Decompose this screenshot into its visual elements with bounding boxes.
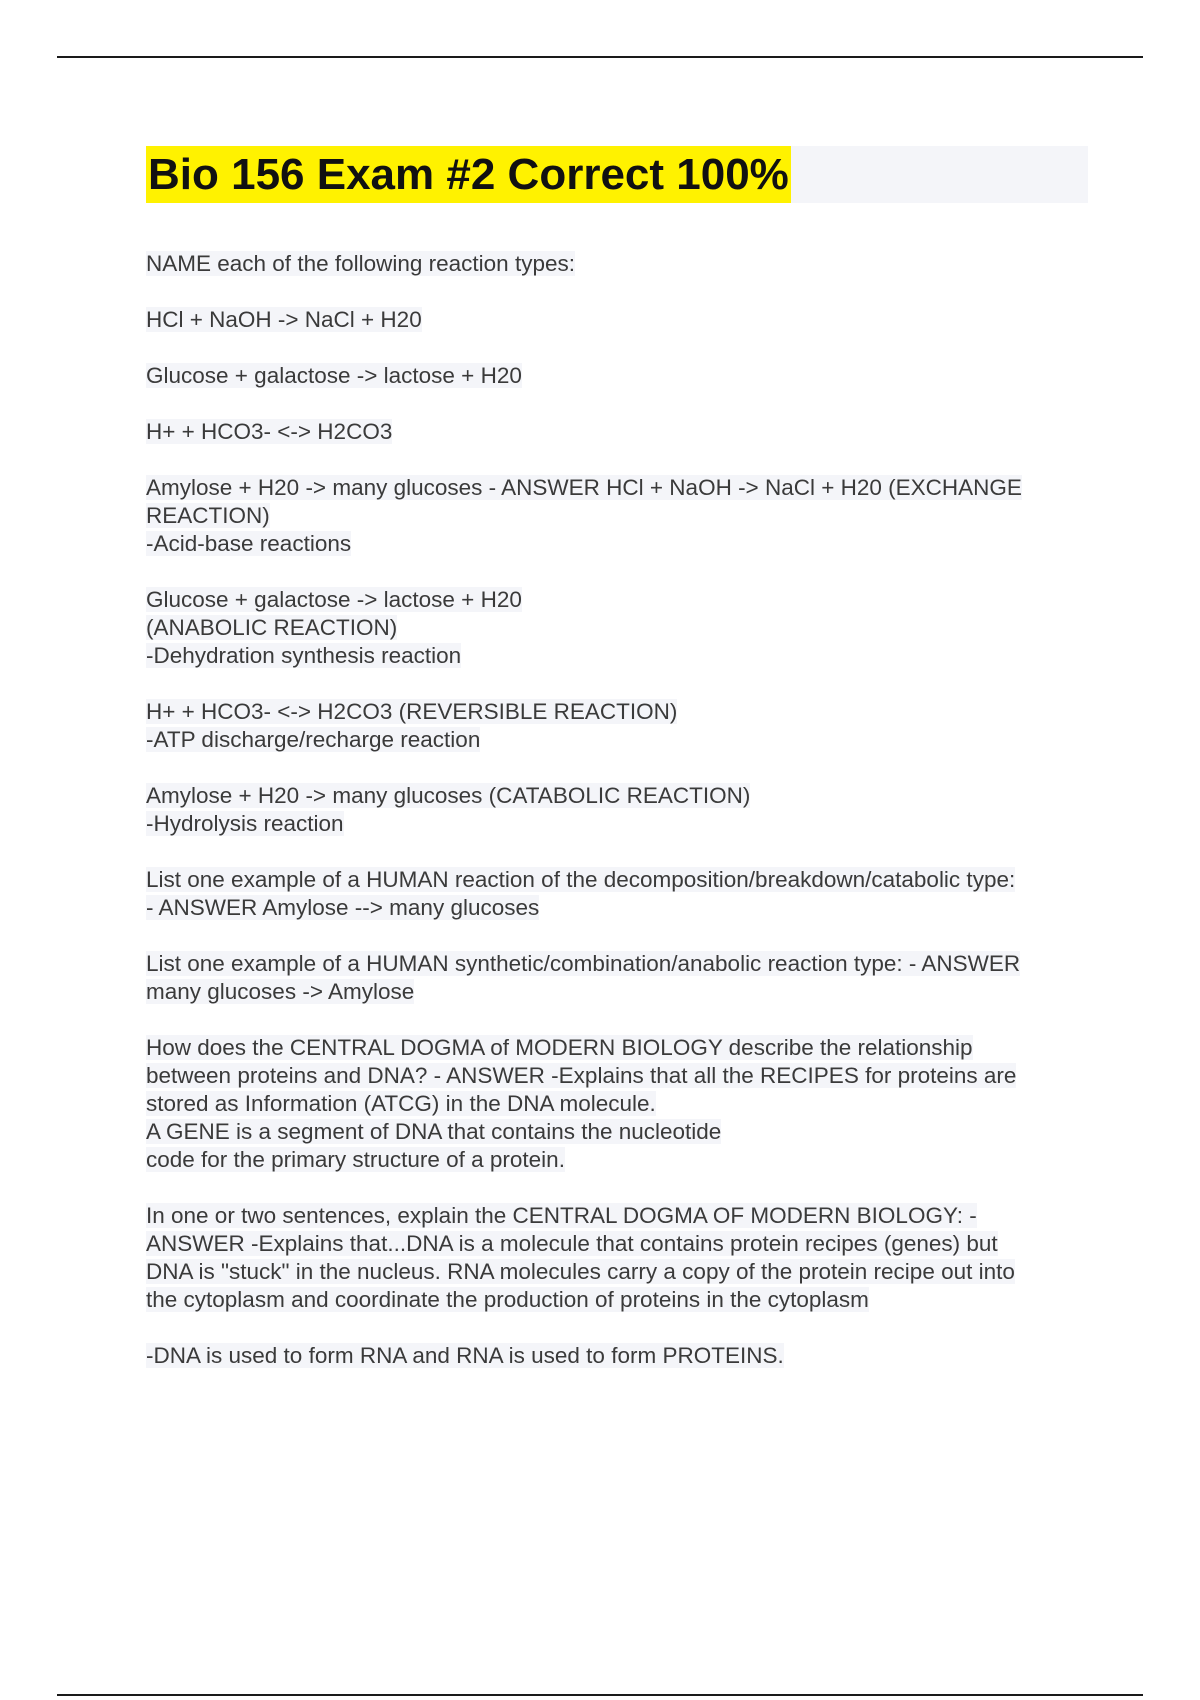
paragraph: Glucose + galactose -> lactose + H20 (146, 363, 522, 388)
paragraph: Glucose + galactose -> lactose + H20 (ANABOLIC REACTION) -Dehydration synthesis reaction (146, 587, 522, 668)
paragraph: NAME each of the following reaction types: (146, 251, 575, 276)
document-title: Bio 156 Exam #2 Correct 100% (146, 146, 791, 203)
top-rule (57, 56, 1143, 58)
paragraph: Amylose + H20 -> many glucoses - ANSWER HCl + NaOH -> NaCl + H20 (EXCHANGE REACTION) -Acid-base reactions (146, 475, 1022, 556)
title-band (146, 146, 1088, 203)
paragraph: How does the CENTRAL DOGMA of MODERN BIOLOGY describe the relationship between proteins and DNA? - ANSWER -Explains that all the RECIPES for proteins are stored as Information (ATCG) in the DNA molecule. A GENE is a segment of DNA that contains the nucleotide code for the primary structure of a protein. (146, 1035, 1017, 1172)
document-body (146, 146, 1090, 1398)
paragraph: H+ + HCO3- <-> H2CO3 (REVERSIBLE REACTION) -ATP discharge/recharge reaction (146, 699, 678, 752)
paragraph: List one example of a HUMAN synthetic/combination/anabolic reaction type: - ANSWER many glucoses -> Amylose (146, 951, 1021, 1004)
qa-content (146, 250, 1090, 1370)
paragraph: Amylose + H20 -> many glucoses (CATABOLIC REACTION) -Hydrolysis reaction (146, 783, 751, 836)
paragraph: List one example of a HUMAN reaction of the decomposition/breakdown/catabolic type: - ANSWER Amylose --> many glucoses (146, 867, 1016, 920)
paragraph: In one or two sentences, explain the CENTRAL DOGMA OF MODERN BIOLOGY: - ANSWER -Explains that...DNA is a molecule that contains protein recipes (genes) but DNA is "stuck" in the nucleus. RNA molecules carry a copy of the protein recipe out into the cytoplasm and coordinate the production of proteins in the cytoplasm (146, 1203, 1015, 1312)
paragraph: H+ + HCO3- <-> H2CO3 (146, 419, 393, 444)
bottom-rule (57, 1694, 1143, 1696)
paragraph: HCl + NaOH -> NaCl + H20 (146, 307, 422, 332)
paragraph: -DNA is used to form RNA and RNA is used to form PROTEINS. (146, 1343, 784, 1368)
